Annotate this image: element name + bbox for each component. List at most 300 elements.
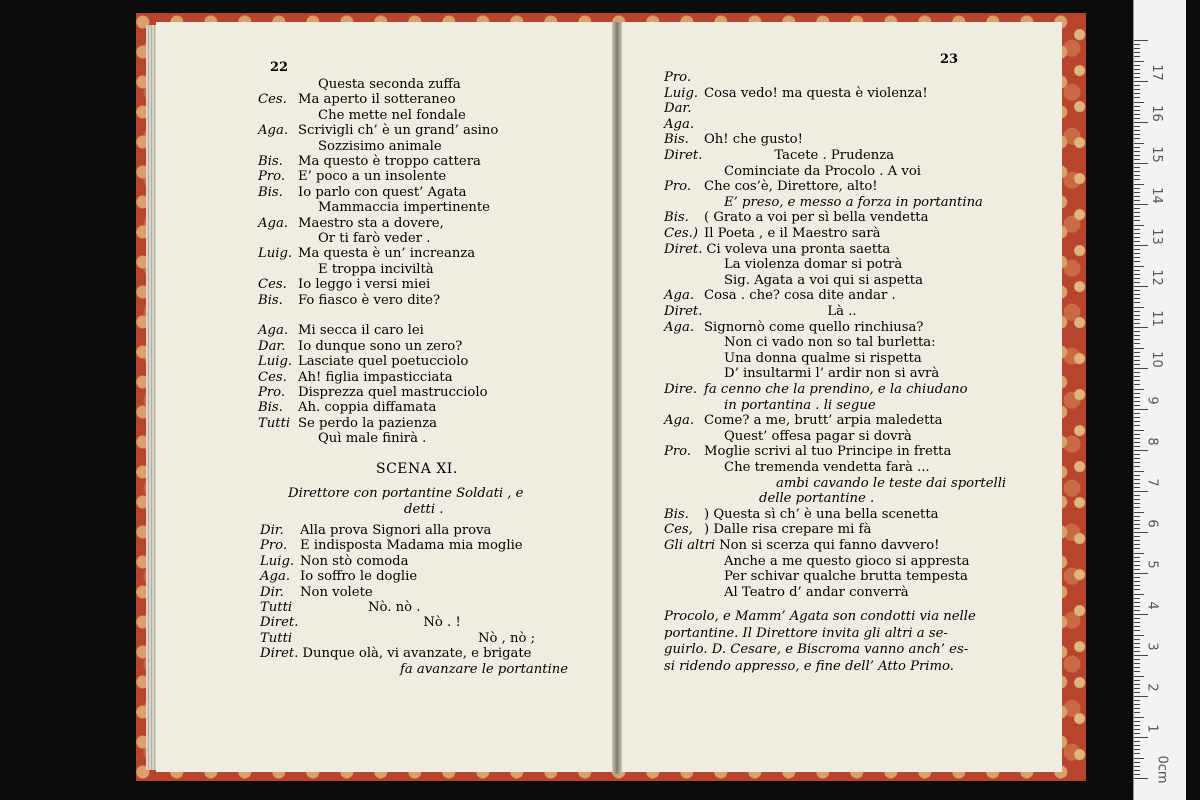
line-text: Al Teatro d’ andar converrà <box>724 584 909 600</box>
verse-line <box>258 354 468 369</box>
ruler-tick <box>1134 622 1140 623</box>
speaker-label: Bis. <box>258 400 283 416</box>
ruler-tick <box>1134 507 1140 508</box>
ruler-tick <box>1134 257 1140 258</box>
ruler-tick <box>1134 442 1140 443</box>
line-text: Una donna qualme si rispetta <box>724 350 922 366</box>
ruler-tick <box>1134 196 1140 197</box>
ruler-tick <box>1134 483 1140 484</box>
verse-line <box>258 431 426 446</box>
ruler-tick <box>1134 331 1140 332</box>
speaker-label: Diret. <box>664 304 703 319</box>
ruler-tick <box>1134 454 1140 455</box>
ruler-tick <box>1134 216 1140 217</box>
speaker-label: Diret. <box>664 148 703 163</box>
ruler-tick <box>1134 126 1140 127</box>
ruler-tick <box>1134 204 1148 205</box>
ruler-tick <box>1134 384 1140 385</box>
ruler-tick <box>1134 676 1144 677</box>
ruler-tick <box>1134 343 1140 344</box>
ruler-tick <box>1134 44 1140 45</box>
line-text: Se perdo la pazienza <box>298 415 438 431</box>
speaker-label: Ces. <box>258 369 287 385</box>
line-text: Or ti farò veder . <box>318 231 431 246</box>
speaker-label: Ces. <box>258 277 287 293</box>
ruler-tick <box>1134 339 1140 340</box>
speaker-label: Pro. <box>664 179 692 195</box>
ruler-tick <box>1134 774 1140 775</box>
ruler-tick <box>1134 282 1140 283</box>
verse-line <box>664 70 704 85</box>
line-text: La violenza domar si potrà <box>724 257 903 273</box>
ruler-tick <box>1134 200 1140 201</box>
line-text: Sozzisimo animale <box>318 138 442 154</box>
line-text: Io soffro le doglie <box>300 569 418 585</box>
verse-line <box>258 92 456 107</box>
ruler-tick <box>1134 130 1140 131</box>
ruler-tick <box>1134 175 1140 176</box>
speaker-label: Aga. <box>664 288 695 304</box>
ruler-tick <box>1134 762 1140 763</box>
ruler-tick <box>1134 540 1140 541</box>
ruler-tick <box>1134 212 1140 213</box>
verse-line <box>664 444 951 459</box>
line-text: Mammaccia impertinente <box>318 200 490 216</box>
ruler-tick <box>1134 524 1140 525</box>
ruler-tick <box>1134 294 1140 295</box>
line-text: Io dunque sono un zero? <box>298 338 463 354</box>
line-text: Quest’ offesa pagar si dovrà <box>724 428 912 444</box>
ruler-tick <box>1134 655 1148 656</box>
ruler-tick <box>1134 249 1140 250</box>
ruler-tick <box>1134 696 1148 697</box>
page-number-left: 22 <box>270 60 289 75</box>
ruler-tick <box>1134 516 1140 517</box>
speaker-label: Tutti <box>260 630 293 646</box>
speaker-label: Aga. <box>258 215 289 231</box>
verse-line <box>260 662 568 677</box>
speaker-label: Dar. <box>258 338 286 354</box>
ruler-tick <box>1134 749 1140 750</box>
speaker-label: Bis. <box>258 292 283 308</box>
ruler-tick <box>1134 179 1140 180</box>
ruler-tick <box>1134 647 1140 648</box>
ruler-tick <box>1134 581 1140 582</box>
verse-line <box>258 185 467 200</box>
ruler-tick <box>1134 208 1140 209</box>
ruler-tick <box>1134 192 1140 193</box>
verse-line <box>258 385 488 400</box>
ruler-tick <box>1134 102 1144 103</box>
line-text: Ma questa è un’ increanza <box>298 246 476 262</box>
ruler-tick <box>1134 458 1140 459</box>
verse-line <box>258 154 481 169</box>
verse-line <box>258 277 430 292</box>
ruler-tick <box>1134 110 1140 111</box>
ruler-tick <box>1134 565 1140 566</box>
verse-line <box>258 262 434 277</box>
speaker-label: Luig. <box>664 85 699 101</box>
ruler-tick <box>1134 598 1140 599</box>
line-text: Che tremenda vendetta farà ... <box>724 460 930 475</box>
verse-line <box>664 132 803 147</box>
line-text: Ma questo è troppo cattera <box>298 154 481 169</box>
verse-line <box>664 538 939 553</box>
line-text: fa avanzare le portantine <box>400 661 569 677</box>
line-text: Sig. Agata a voi qui si aspetta <box>724 272 923 288</box>
ruler-tick <box>1134 233 1140 234</box>
ruler-tick <box>1134 430 1144 431</box>
ruler-tick <box>1134 421 1140 422</box>
ruler-tick <box>1134 52 1140 53</box>
verse-line <box>258 339 462 354</box>
line-text: E’ poco a un insolente <box>298 169 447 185</box>
verse-line <box>664 210 928 225</box>
ruler-tick <box>1134 553 1144 554</box>
ruler-tick <box>1134 692 1140 693</box>
line-text: ambi cavando le teste dai sportelli <box>776 475 1007 491</box>
ruler-tick <box>1134 89 1140 90</box>
ruler-tick <box>1134 298 1140 299</box>
verse-line <box>664 164 921 179</box>
verse-line <box>664 569 968 584</box>
speaker-label: Bis. <box>664 132 689 148</box>
ruler-label: 0cm <box>1154 755 1170 784</box>
ruler-tick <box>1134 85 1140 86</box>
verse-line <box>664 273 923 288</box>
closing-line: portantine. Il Direttore invita gli altri a se- <box>664 625 948 641</box>
verse-line <box>664 476 1006 491</box>
ruler-label: 8 <box>1144 437 1160 446</box>
speaker-label: Diret. <box>260 646 299 662</box>
speaker-label: Luig. <box>260 553 295 569</box>
ruler-tick <box>1134 106 1140 107</box>
ruler-tick <box>1134 630 1140 631</box>
verse-line <box>664 179 878 194</box>
verse-line <box>664 242 890 257</box>
ruler-tick <box>1134 680 1140 681</box>
verse-line <box>664 101 704 116</box>
ruler-label: 9 <box>1144 396 1160 405</box>
ruler-tick <box>1134 512 1144 513</box>
ruler-tick <box>1134 532 1148 533</box>
ruler-tick <box>1134 335 1140 336</box>
speaker-label: Ces, <box>664 522 693 538</box>
line-text: Non si scerza qui fanno davvero! <box>719 538 940 553</box>
ruler-tick <box>1134 134 1140 135</box>
verse-line <box>258 216 444 231</box>
verse-line <box>258 293 440 308</box>
ruler-tick <box>1134 311 1140 312</box>
ruler-tick <box>1134 651 1140 652</box>
ruler-label: 1 <box>1144 724 1160 733</box>
line-text: Ah. coppia diffamata <box>298 400 437 416</box>
ruler-tick <box>1134 745 1140 746</box>
verse-line <box>664 491 874 506</box>
ruler-tick <box>1134 729 1140 730</box>
line-text: Moglie scrivi al tuo Principe in fretta <box>704 444 952 460</box>
ruler-tick <box>1134 413 1140 414</box>
ruler-tick <box>1134 561 1140 562</box>
ruler-tick <box>1134 487 1140 488</box>
line-text: Lasciate quel poetucciolo <box>298 354 469 370</box>
ruler-tick <box>1134 573 1148 574</box>
ruler-label: 5 <box>1144 560 1160 569</box>
ruler-tick <box>1134 225 1144 226</box>
speaker-label: Gli altri <box>664 538 716 553</box>
line-text: Cosa . che? cosa dite andar . <box>704 288 896 304</box>
speaker-label: Dir. <box>260 584 284 600</box>
ruler-tick <box>1134 733 1140 734</box>
ruler-tick <box>1134 737 1148 738</box>
line-text: Come? a me, brutt’ arpia maledetta <box>704 413 943 429</box>
ruler-tick <box>1134 278 1140 279</box>
stage-direction: Direttore con portantine Soldati , e <box>288 486 524 501</box>
ruler-tick <box>1134 372 1140 373</box>
ruler-tick <box>1134 188 1140 189</box>
ruler-tick <box>1134 491 1148 492</box>
ruler-tick <box>1134 143 1144 144</box>
ruler-tick <box>1134 184 1144 185</box>
ruler-tick <box>1134 438 1140 439</box>
ruler-tick <box>1134 393 1140 394</box>
line-text: E troppa inciviltà <box>318 261 434 277</box>
page-edges <box>146 25 156 770</box>
ruler-tick <box>1134 466 1140 467</box>
ruler-tick <box>1134 712 1140 713</box>
verse-line <box>260 631 535 646</box>
verse-line <box>260 523 491 538</box>
ruler-tick <box>1134 717 1144 718</box>
ruler-tick <box>1134 700 1140 701</box>
ruler-tick <box>1134 138 1140 139</box>
ruler-tick <box>1134 643 1140 644</box>
verse-line <box>258 139 442 154</box>
ruler-tick <box>1134 589 1140 590</box>
ruler-tick <box>1134 495 1140 496</box>
line-text: ) Questa sì ch’ è una bella scenetta <box>704 506 939 522</box>
line-text: Mi secca il caro lei <box>298 323 424 339</box>
ruler-tick <box>1134 659 1140 660</box>
ruler-label: 12 <box>1148 269 1164 286</box>
verse-line <box>664 398 876 413</box>
ruler-tick <box>1134 266 1144 267</box>
speaker-label: Aga. <box>258 323 289 339</box>
speaker-label: Tutti <box>258 415 291 431</box>
ruler-tick <box>1134 290 1140 291</box>
ruler-tick <box>1134 65 1140 66</box>
ruler-tick <box>1134 778 1148 779</box>
verse-line <box>664 257 902 272</box>
ruler-tick <box>1134 602 1140 603</box>
ruler-tick <box>1134 151 1140 152</box>
verse-line <box>258 323 424 338</box>
ruler-tick <box>1134 163 1148 164</box>
ruler-tick <box>1134 323 1140 324</box>
speaker-label: Bis. <box>664 210 689 226</box>
verse-line <box>260 600 420 615</box>
ruler-tick <box>1134 704 1140 705</box>
ruler-tick <box>1134 434 1140 435</box>
ruler-tick <box>1134 548 1140 549</box>
ruler-tick <box>1134 725 1140 726</box>
speaker-label: Bis. <box>258 154 283 169</box>
ruler-tick <box>1134 610 1140 611</box>
ruler-tick <box>1134 536 1140 537</box>
ruler-tick <box>1134 577 1140 578</box>
speaker-label: Diret. <box>260 615 299 631</box>
closing-line: Procolo, e Mamm’ Agata son condotti via nelle <box>664 609 976 624</box>
ruler-label: 4 <box>1144 601 1160 610</box>
ruler-tick <box>1134 147 1140 148</box>
line-text: fa cenno che la prendino, e la chiudano <box>704 382 968 397</box>
ruler-tick <box>1134 663 1140 664</box>
ruler-label: 10 <box>1148 351 1164 368</box>
ruler-label: 13 <box>1148 228 1164 245</box>
speaker-label: Ces.) <box>664 226 698 241</box>
ruler-tick <box>1134 520 1140 521</box>
line-text: Che mette nel fondale <box>318 107 466 123</box>
ruler-tick <box>1134 606 1140 607</box>
verse-line <box>664 351 922 366</box>
ruler-tick <box>1134 364 1140 365</box>
ruler-tick <box>1134 397 1140 398</box>
verse-line <box>258 416 437 431</box>
closing-line: guirlo. D. Cesare, e Biscroma vanno anch’ es- <box>664 642 969 657</box>
ruler-tick <box>1134 171 1140 172</box>
ruler-tick <box>1134 544 1140 545</box>
ruler-tick <box>1134 253 1140 254</box>
ruler-tick <box>1134 766 1140 767</box>
verse-line <box>258 77 461 92</box>
line-text: E’ preso, e messo a forza in portantina <box>724 194 983 210</box>
speaker-label: Aga. <box>664 413 695 429</box>
verse-line <box>260 646 531 661</box>
ruler-tick <box>1134 237 1140 238</box>
line-text: Scrivigli ch’ è un grand’ asino <box>298 123 499 139</box>
line-text: Tacete . Prudenza <box>774 148 895 163</box>
line-text: Nò . ! <box>423 615 461 631</box>
ruler-tick <box>1134 462 1140 463</box>
speaker-label: Bis. <box>258 184 283 200</box>
ruler-tick <box>1134 48 1140 49</box>
line-text: Non stò comoda <box>300 553 409 569</box>
ruler-label: 15 <box>1148 146 1164 163</box>
ruler-tick <box>1134 360 1140 361</box>
ruler-tick <box>1134 618 1140 619</box>
verse-line <box>260 554 408 569</box>
verse-line <box>664 554 969 569</box>
ruler-tick <box>1134 753 1140 754</box>
ruler-tick <box>1134 229 1140 230</box>
verse-line <box>260 585 373 600</box>
ruler-tick <box>1134 327 1148 328</box>
verse-line <box>664 86 928 101</box>
ruler-tick <box>1134 167 1140 168</box>
ruler-label: 6 <box>1144 519 1160 528</box>
line-text: Cominciate da Procolo . A voi <box>724 163 922 179</box>
ruler-tick <box>1134 241 1140 242</box>
measurement-ruler <box>1133 0 1186 800</box>
ruler-tick <box>1134 528 1140 529</box>
ruler-tick <box>1134 594 1144 595</box>
line-text: Per schivar qualche brutta tempesta <box>724 569 968 585</box>
book-gutter <box>612 22 622 774</box>
line-text: Nò , nò ; <box>478 630 536 646</box>
speaker-label: Bis. <box>664 506 689 522</box>
verse-line <box>664 507 939 522</box>
ruler-tick <box>1134 368 1148 369</box>
ruler-tick <box>1134 376 1140 377</box>
speaker-label: Tutti <box>260 600 293 615</box>
ruler-label: 2 <box>1144 683 1160 692</box>
line-text: ) Dalle risa crepare mi fà <box>704 522 872 538</box>
speaker-label: Aga. <box>664 116 695 132</box>
verse-line <box>664 522 871 537</box>
ruler-tick <box>1134 614 1148 615</box>
line-text: D’ insultarmi l’ ardir non si avrà <box>724 366 940 382</box>
ruler-tick <box>1134 56 1140 57</box>
speaker-label: Pro. <box>664 70 692 85</box>
speaker-label: Aga. <box>260 569 291 585</box>
speaker-label: Pro. <box>260 538 288 554</box>
verse-line <box>258 108 466 123</box>
speaker-label: Aga. <box>664 319 695 335</box>
line-text: Alla prova Signori alla prova <box>300 523 492 538</box>
ruler-tick <box>1134 245 1148 246</box>
ruler-tick <box>1134 81 1148 82</box>
speaker-label: Dar. <box>664 101 692 117</box>
verse-line <box>258 231 430 246</box>
ruler-tick <box>1134 741 1140 742</box>
verse-line <box>664 382 968 397</box>
ruler-tick <box>1134 708 1140 709</box>
verse-line <box>664 460 930 475</box>
ruler-tick <box>1134 626 1140 627</box>
ruler-tick <box>1134 118 1140 119</box>
ruler-tick <box>1134 401 1140 402</box>
line-text: Ah! figlia impasticciata <box>298 369 453 385</box>
ruler-tick <box>1134 220 1140 221</box>
speaker-label: Pro. <box>258 169 286 185</box>
ruler-tick <box>1134 417 1140 418</box>
verse-line <box>258 400 436 415</box>
ruler-tick <box>1134 40 1148 41</box>
verse-line <box>664 413 943 428</box>
verse-line <box>260 538 523 553</box>
ruler-tick <box>1134 307 1144 308</box>
closing-line: si ridendo appresso, e fine dell’ Atto Primo. <box>664 658 954 674</box>
ruler-tick <box>1134 261 1140 262</box>
ruler-tick <box>1134 114 1140 115</box>
ruler-tick <box>1134 667 1140 668</box>
verse-line <box>664 195 983 210</box>
line-text: Questa seconda zuffa <box>318 77 461 92</box>
line-text: Fo fiasco è vero dite? <box>298 292 441 308</box>
verse-line <box>664 585 909 600</box>
speaker-label: Ces. <box>258 92 287 108</box>
ruler-tick <box>1134 721 1140 722</box>
verse-line <box>664 148 894 163</box>
verse-line <box>258 370 453 385</box>
verse-line <box>258 200 490 215</box>
ruler-tick <box>1134 688 1140 689</box>
line-text: delle portantine . <box>759 491 875 507</box>
speaker-label: Dir. <box>260 523 284 538</box>
line-text: E indisposta Madama mia moglie <box>300 538 523 554</box>
speaker-label: Diret. <box>664 241 703 257</box>
line-text: Non volete <box>300 584 373 600</box>
